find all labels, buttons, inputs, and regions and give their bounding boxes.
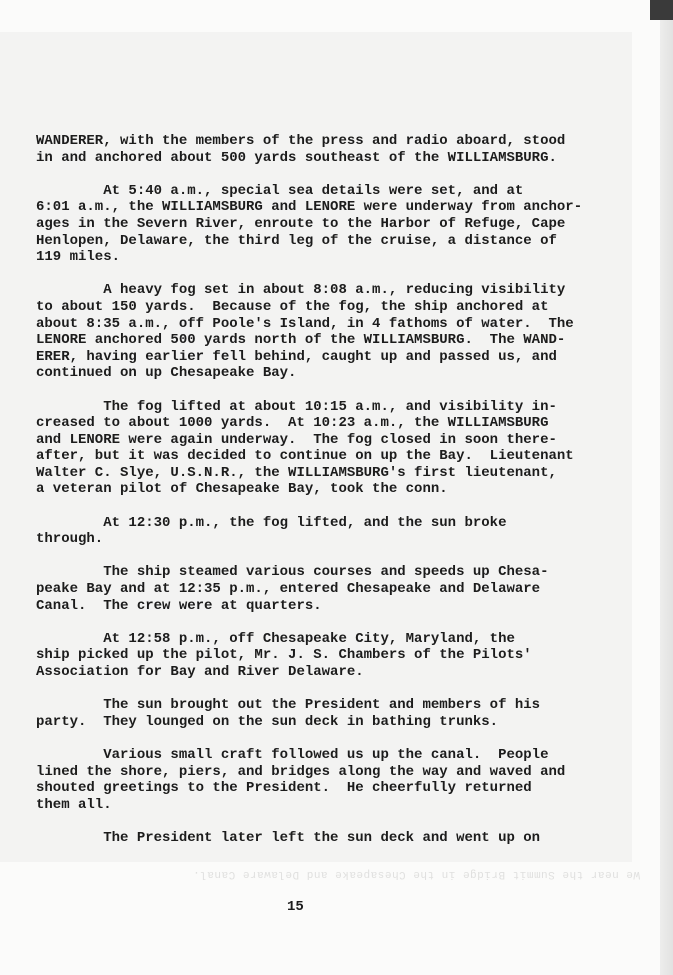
text-line: and LENORE were again underway. The fog closed in soon there-: [36, 431, 557, 448]
paragraph: [36, 631, 596, 681]
text-line: them all.: [36, 796, 112, 813]
text-line: WANDERER, with the members of the press and radio aboard, stood: [36, 133, 566, 149]
text-line: Henlopen, Delaware, the third leg of the cruise, a distance of: [36, 232, 557, 249]
text-line: The fog lifted at about 10:15 a.m., and visibility in-: [36, 398, 557, 415]
text-line: LENORE anchored 500 yards north of the WILLIAMSBURG. The WAND-: [36, 332, 566, 349]
text-line: shouted greetings to the President. He cheerfully returned: [36, 780, 532, 797]
text-line: party. They lounged on the sun deck in bathing trunks.: [36, 713, 499, 730]
text-line: 119 miles.: [36, 249, 121, 266]
text-line: Canal. The crew were at quarters.: [36, 597, 322, 614]
paragraph: [36, 564, 596, 614]
paragraph: [36, 282, 596, 382]
text-line: ERER, having earlier fell behind, caught up and passed us, and: [36, 348, 557, 365]
text-line: The President later left the sun deck and went up on: [36, 829, 541, 846]
text-line: in and anchored about 500 yards southeast of the WILLIAMSBURG.: [36, 149, 557, 166]
typed-text-body: [36, 133, 596, 863]
bleed-through-caption: We near the Summit Bridge in the Chesapeake and Delaware Canal.: [192, 868, 640, 880]
paragraph: [36, 133, 596, 166]
text-line: 6:01 a.m., the WILLIAMSBURG and LENORE were underway from anchor-: [36, 199, 583, 216]
paragraph: [36, 830, 596, 847]
text-line: creased to about 1000 yards. At 10:23 a.m., the WILLIAMSBURG: [36, 415, 549, 432]
text-line: The sun brought out the President and members of his: [36, 697, 541, 714]
text-line: peake Bay and at 12:35 p.m., entered Chesapeake and Delaware: [36, 581, 541, 598]
page-edge-shadow: [660, 0, 673, 975]
paragraph: [36, 747, 596, 813]
text-line: continued on up Chesapeake Bay.: [36, 365, 297, 382]
text-line: The ship steamed various courses and speeds up Chesa-: [36, 564, 549, 581]
text-line: At 5:40 a.m., special sea details were set, and at: [36, 182, 524, 199]
paragraph: [36, 515, 596, 548]
text-line: Various small craft followed us up the canal. People: [36, 746, 549, 763]
text-line: after, but it was decided to continue on up the Bay. Lieutenant: [36, 448, 574, 465]
paragraph: [36, 183, 596, 266]
text-line: a veteran pilot of Chesapeake Bay, took the conn.: [36, 481, 448, 498]
paragraph: [36, 697, 596, 730]
page-number: 15: [287, 899, 304, 915]
text-line: Association for Bay and River Delaware.: [36, 664, 364, 680]
text-line: A heavy fog set in about 8:08 a.m., reducing visibility: [36, 282, 566, 299]
text-line: lined the shore, piers, and bridges along the way and waved and: [36, 763, 566, 780]
text-line: through.: [36, 531, 104, 548]
paragraph: [36, 399, 596, 499]
text-line: to about 150 yards. Because of the fog, the ship anchored at: [36, 298, 549, 315]
text-line: ages in the Severn River, enroute to the Harbor of Refuge, Cape: [36, 215, 566, 232]
text-line: Walter C. Slye, U.S.N.R., the WILLIAMSBURG's first lieutenant,: [36, 464, 557, 481]
text-line: about 8:35 a.m., off Poole's Island, in 4 fathoms of water. The: [36, 315, 574, 332]
scan-corner-mark: [650, 0, 673, 20]
text-line: At 12:58 p.m., off Chesapeake City, Maryland, the: [36, 630, 515, 647]
text-line: At 12:30 p.m., the fog lifted, and the sun broke: [36, 514, 507, 531]
text-line: ship picked up the pilot, Mr. J. S. Chambers of the Pilots': [36, 647, 532, 664]
